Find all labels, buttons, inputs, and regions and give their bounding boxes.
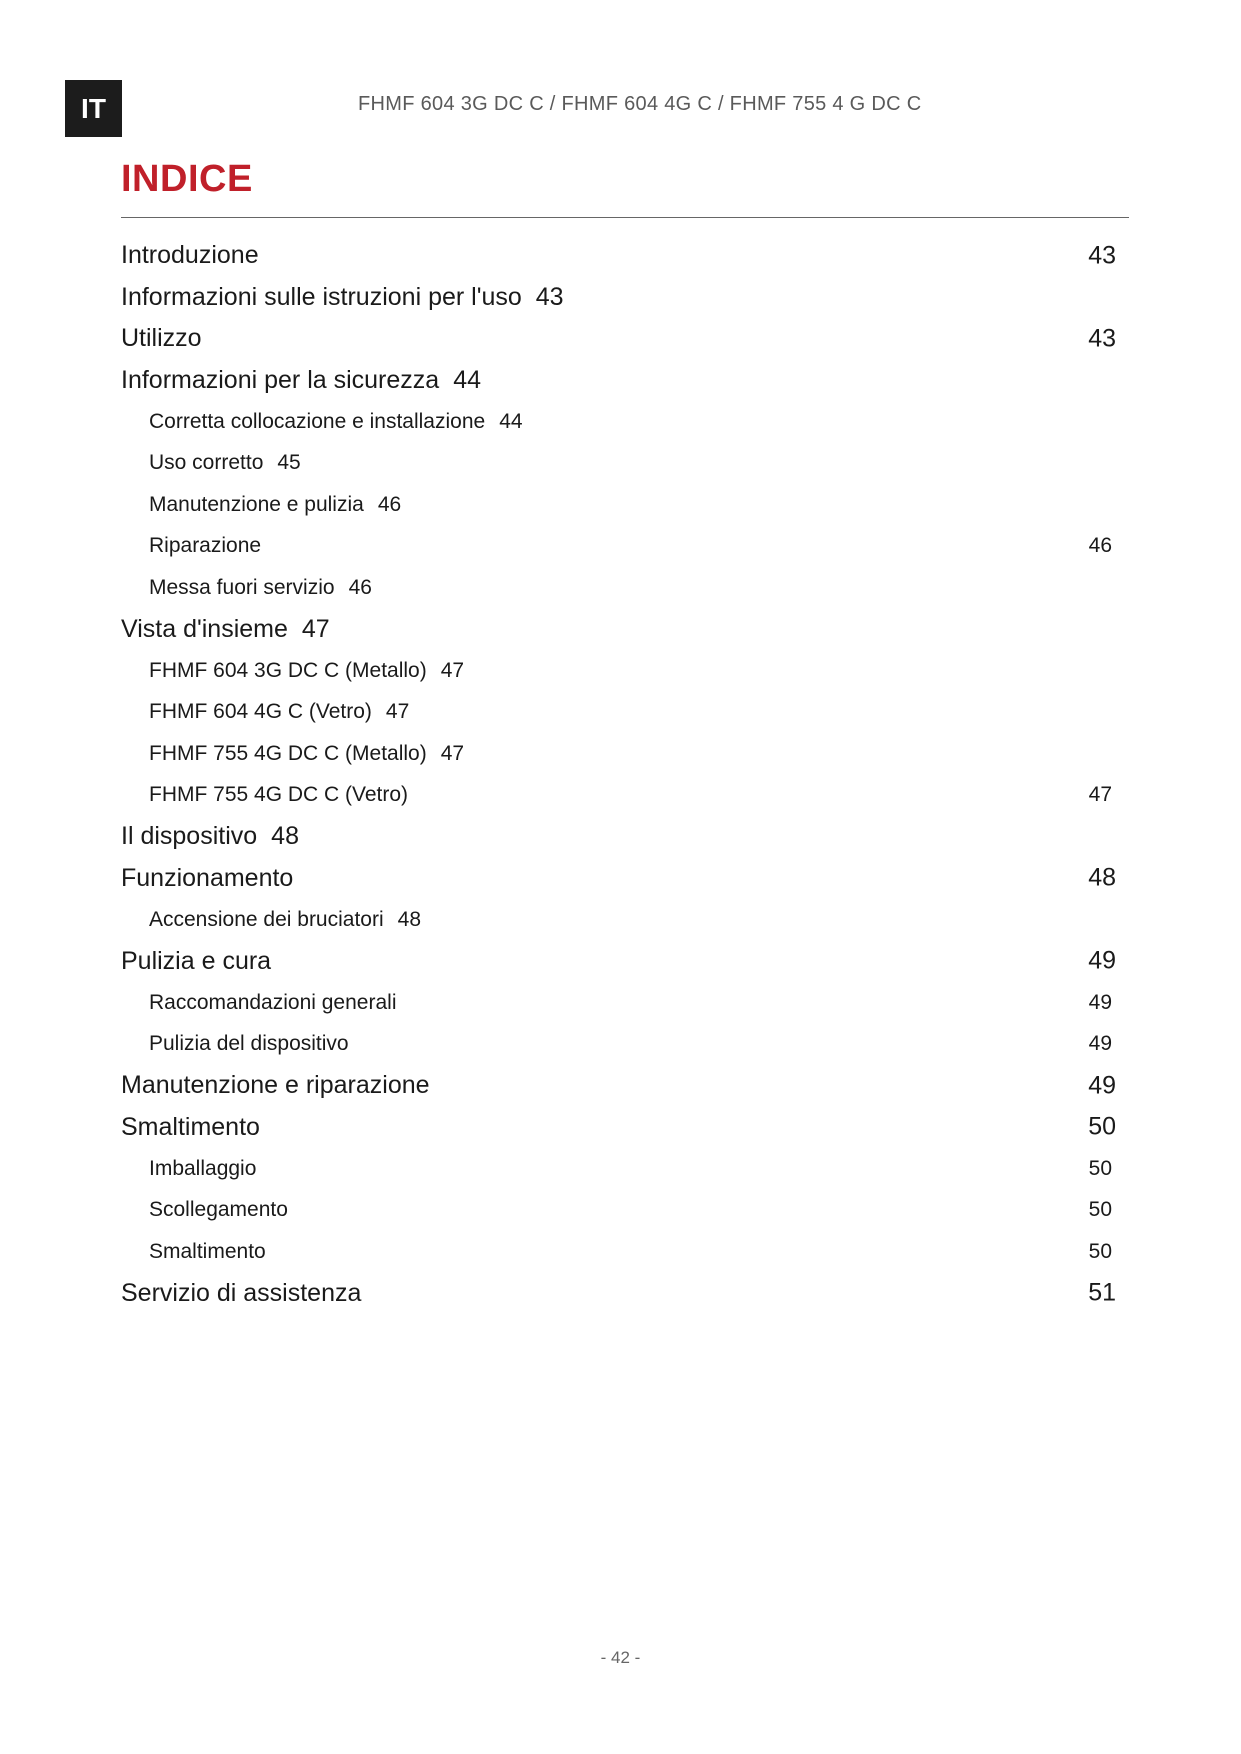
toc-entry[interactable] — [121, 277, 1116, 319]
page-number: - 42 - — [600, 1648, 641, 1667]
toc-entry-label: Pulizia del dispositivo — [149, 1032, 349, 1056]
toc-subentry[interactable] — [121, 1231, 1116, 1273]
toc-subentry[interactable] — [121, 733, 1116, 775]
toc-entry-label: Servizio di assistenza — [121, 1278, 362, 1307]
toc-entry-page: 46 — [377, 492, 402, 516]
toc-entry-label: FHMF 604 4G C (Vetro) — [149, 700, 372, 724]
toc-entry-page: 50 — [1088, 1112, 1116, 1141]
toc-entry-page: 43 — [1088, 324, 1116, 353]
toc-entry-label: Accensione dei bruciatori — [149, 907, 384, 931]
toc-entry[interactable] — [121, 609, 1116, 651]
toc-entry-page: 46 — [348, 575, 372, 599]
toc-entry-label: Riparazione — [149, 534, 262, 558]
toc-entry-page: 48 — [397, 907, 421, 931]
toc-entry-page: 49 — [1088, 1071, 1116, 1100]
toc-entry-page: 44 — [499, 409, 523, 433]
toc-entry-page: 43 — [535, 282, 564, 311]
toc-entry-label: Smaltimento — [149, 1239, 266, 1263]
toc-entry-label: Informazioni sulle istruzioni per l'uso — [121, 282, 522, 311]
toc-entry-page: 48 — [1088, 863, 1116, 892]
toc-entry[interactable] — [121, 1107, 1116, 1149]
toc-entry[interactable] — [121, 318, 1116, 360]
toc-subentry[interactable] — [121, 692, 1116, 734]
toc-entry-label: Corretta collocazione e installazione — [149, 409, 486, 433]
toc-subentry[interactable] — [121, 982, 1116, 1024]
toc-subentry[interactable] — [121, 484, 1116, 526]
toc-entry-page: 47 — [440, 741, 465, 765]
title-divider — [121, 217, 1129, 218]
toc-entry-label: Scollegamento — [149, 1198, 288, 1222]
toc-entry-label: Uso corretto — [149, 451, 264, 475]
toc-subentry[interactable] — [121, 443, 1116, 485]
toc-entry-page: 47 — [1088, 783, 1112, 807]
toc-entry-page: 49 — [1088, 1032, 1112, 1056]
toc-entry-label: Raccomandazioni generali — [149, 990, 397, 1014]
toc-entry-page: 47 — [440, 658, 465, 682]
toc-entry-label: Manutenzione e pulizia — [149, 492, 364, 516]
toc-entry-page: 45 — [277, 451, 301, 475]
toc-entry-label: Pulizia e cura — [121, 946, 272, 975]
toc-entry-page: 50 — [1088, 1156, 1112, 1180]
toc-entry[interactable] — [121, 1273, 1116, 1315]
page-title: INDICE — [121, 158, 253, 200]
toc-entry-label: Smaltimento — [121, 1112, 260, 1141]
toc-entry-page: 43 — [1088, 241, 1116, 270]
toc-entry-label: Imballaggio — [149, 1156, 257, 1180]
toc-entry-label: Il dispositivo — [121, 822, 258, 851]
toc-entry-page: 47 — [385, 700, 410, 724]
table-of-contents — [121, 235, 1116, 1314]
toc-entry-label: Introduzione — [121, 241, 259, 270]
toc-entry[interactable] — [121, 858, 1116, 900]
toc-entry-page: 48 — [271, 822, 299, 851]
toc-entry-page: 44 — [453, 365, 482, 394]
toc-entry-label: Manutenzione e riparazione — [121, 1071, 430, 1100]
toc-entry-page: 49 — [1088, 946, 1116, 975]
toc-entry-label: FHMF 604 3G DC C (Metallo) — [149, 658, 427, 682]
toc-subentry[interactable] — [121, 899, 1116, 941]
toc-entry[interactable] — [121, 816, 1116, 858]
language-badge: IT — [65, 80, 122, 137]
toc-entry-page: 51 — [1088, 1278, 1116, 1307]
toc-entry-label: Utilizzo — [121, 324, 202, 353]
toc-entry-page: 47 — [301, 614, 330, 643]
toc-subentry[interactable] — [121, 567, 1116, 609]
toc-entry-page: 49 — [1088, 990, 1112, 1014]
toc-subentry[interactable] — [121, 401, 1116, 443]
toc-subentry[interactable] — [121, 650, 1116, 692]
toc-entry[interactable] — [121, 360, 1116, 402]
toc-subentry[interactable] — [121, 1024, 1116, 1066]
toc-entry-label: Informazioni per la sicurezza — [121, 365, 440, 394]
toc-subentry[interactable] — [121, 775, 1116, 817]
toc-entry-page: 50 — [1088, 1198, 1112, 1222]
toc-entry[interactable] — [121, 235, 1116, 277]
toc-subentry[interactable] — [121, 1148, 1116, 1190]
toc-entry[interactable] — [121, 1065, 1116, 1107]
toc-entry-page: 50 — [1088, 1239, 1112, 1263]
toc-entry-label: FHMF 755 4G DC C (Metallo) — [149, 741, 427, 765]
toc-entry-label: Funzionamento — [121, 863, 294, 892]
toc-subentry[interactable] — [121, 526, 1116, 568]
toc-entry-page: 46 — [1088, 534, 1112, 558]
toc-entry[interactable] — [121, 941, 1116, 983]
header-model-names: FHMF 604 3G DC C / FHMF 604 4G C / FHMF 755 4 G DC C — [358, 93, 922, 115]
toc-subentry[interactable] — [121, 1190, 1116, 1232]
toc-entry-label: Messa fuori servizio — [149, 575, 335, 599]
toc-entry-label: Vista d'insieme — [121, 614, 288, 643]
toc-entry-label: FHMF 755 4G DC C (Vetro) — [149, 783, 409, 807]
